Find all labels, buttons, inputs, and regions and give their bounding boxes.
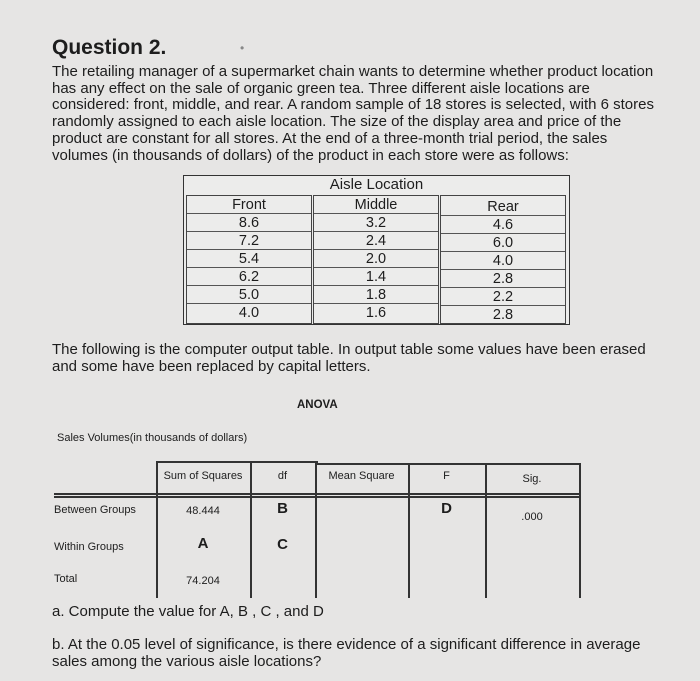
aisle-location-table [183,175,570,325]
header-sum-of-squares: Sum of Squares [163,470,243,482]
front-value: 8.6 [187,214,311,232]
rear-value: 2.2 [441,288,565,306]
row-label-total: Total [54,573,78,585]
middle-header: Middle [314,196,438,214]
front-value: 7.2 [187,232,311,250]
front-column [186,195,312,324]
within-ss-letter: A [197,535,209,552]
dependent-variable-label: Sales Volumes(in thousands of dollars) [57,432,248,444]
total-sum-of-squares: 74.204 [186,575,220,587]
header-sig: Sig. [522,473,542,485]
grid-line [54,493,581,495]
between-df-letter: B [277,500,288,517]
front-value: 6.2 [187,268,311,286]
problem-statement: The retailing manager of a supermarket chain wants to determine whether product location has any effect on the sale of organic green tea. Three different aisle locations are considered: front, middle, and rear. A random sample of 18 stores is selected, with 6 stores randomly assigned to each aisle location. The size of the display area and price of the product are constant for all stores. At the end of a three-month trial period, the sales volumes (in thousands of dollars) of the product in each store were as follows: [52,63,654,164]
front-value: 5.0 [187,286,311,304]
row-label-within-groups: Within Groups [54,541,124,553]
rear-value: 6.0 [441,234,565,252]
grid-line [579,463,581,598]
row-label-between-groups: Between Groups [54,504,136,516]
grid-line [156,461,318,463]
middle-value: 3.2 [314,214,438,232]
middle-value: 1.8 [314,286,438,304]
question-title: Question 2. [52,36,167,59]
middle-value: 2.0 [314,250,438,268]
header-df: df [277,470,288,482]
between-sum-of-squares: 48.444 [186,505,220,517]
anova-table [52,458,582,598]
middle-value: 2.4 [314,232,438,250]
grid-line [54,496,581,498]
header-mean-square: Mean Square [328,470,395,482]
rear-value: 4.6 [441,216,565,234]
grid-line [315,463,581,465]
front-header: Front [187,196,311,214]
question-part-b: b. At the 0.05 level of significance, is there evidence of a significant difference in average sales among the various aisle locations? [52,636,641,670]
aisle-table-caption: Aisle Location [329,176,424,193]
rear-value: 2.8 [492,307,514,323]
stray-dot: • [240,41,245,55]
front-value: 4.0 [238,305,260,321]
anova-title: ANOVA [297,399,338,411]
header-f: F [443,470,450,482]
between-sig-value: .000 [521,511,543,523]
rear-value: 2.8 [441,270,565,288]
middle-value: 1.4 [314,268,438,286]
grid-line [408,463,410,598]
front-value: 5.4 [187,250,311,268]
middle-column [313,195,439,324]
output-table-intro: The following is the computer output table. In output table some values have been erased and some have been replaced by capital letters. [52,341,646,375]
rear-column [440,195,566,324]
rear-header: Rear [441,198,565,216]
rear-value: 4.0 [441,252,565,270]
middle-value: 1.6 [365,305,387,321]
within-df-letter: C [277,536,288,553]
between-f-letter: D [441,500,452,517]
question-part-a: a. Compute the value for A, B , C , and D [52,603,324,620]
